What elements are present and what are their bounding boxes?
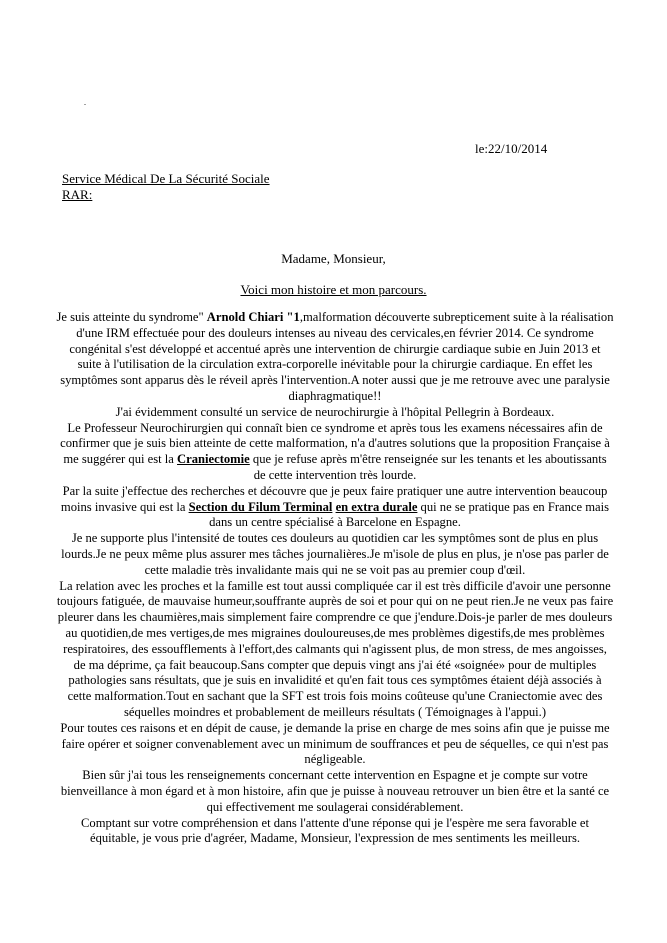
p3-text-a: Le Professeur Neurochirurgien qui connaît bien ce syndrome et après tous les examens nécessaires afin de confirmer que je suis bien atteinte de cette malformation, n'a d'autres solutions que la proposition Française à me suggérer qui est la: [60, 420, 610, 467]
letter-body: [56, 310, 614, 847]
salutation: Madame, Monsieur,: [281, 251, 386, 266]
syndrome-name: Arnold Chiari: [206, 310, 284, 324]
paragraph-4: [56, 484, 614, 531]
letter-subtitle: Voici mon histoire et mon parcours.: [240, 282, 427, 297]
p1-text-e: ,malformation découverte subrepticement suite à la réalisation d'une IRM effectuée pour des douleurs intenses au niveau des cervicales,en février 2014. Ce syndrome congénital s'est développé et accentué après une intervention de chirurgie cardiaque subie en Juin 2013 et suite à l'utilisation de la circulation extra-corporelle inévitable pour la chirurgie cardiaque. En effet les symptômes sont apparus dès le réveil après l'intervention.A noter aussi que je me retrouve avec une paralysie diaphragmatique!!: [60, 310, 614, 403]
craniectomie-term: Craniectomie: [177, 452, 250, 467]
procedure-name: Section du Filum Terminal: [188, 499, 333, 514]
procedure-qualifier: en extra durale: [335, 499, 418, 514]
paragraph-7: Pour toutes ces raisons et en dépit de cause, je demande la prise en charge de mes soins afin que je puisse me faire opérer et soigner convenablement avec un minimum de souffrances et peu de séquelles, ce qui n'est pas négligeable.: [60, 720, 610, 767]
recipient-line-2: RAR:: [62, 187, 93, 202]
p1-text-c: ": [283, 310, 294, 324]
paragraph-3: [56, 421, 614, 484]
paragraph-8: Bien sûr j'ai tous les renseignements concernant cette intervention en Espagne et je compte sur votre bienveillance à mon égard et à mon histoire, afin que je puisse à nouveau retrouver un bien être et la santé ce qui effectivement me soulagerai considérablement.: [60, 768, 610, 814]
stray-mark: .: [84, 98, 86, 107]
p4-text-e: qui ne se pratique pas en France mais dans un centre spécialisé à Barcelone en Espagne.: [209, 499, 610, 530]
p1-text-a: Je suis atteinte du syndrome": [56, 310, 207, 324]
paragraph-5: Je ne supporte plus l'intensité de toutes ces douleurs au quotidien car les symptômes sont de plus en plus lourds.Je ne peux même plus assurer mes tâches journalières.Je m'isole de plus en plus, je n'ose pas parler de cette maladie très invalidante mais qui ne se voit pas au premier coup d'œil.: [61, 531, 609, 577]
paragraph-1: [56, 310, 614, 405]
letter-date: le:22/10/2014: [475, 141, 548, 156]
recipient-line-1: Service Médical De La Sécurité Sociale: [62, 171, 270, 186]
p3-text-c: que je refuse après m'être renseignée sur les tenants et les aboutissants de cette intervention très lourde.: [249, 452, 607, 482]
recipient-block: [62, 171, 270, 203]
paragraph-6: La relation avec les proches et la famille est tout aussi compliquée car il est très difficile d'avoir une personne toujours fatiguée, de mauvaise humeur,souffrante auprès de soi et pour qui on ne peut rien.Je ne veux pas faire pleurer dans les chaumières,mais simplement faire comprendre ce que j'endure.Dois-je parler de mes douleurs au quotidien,de mes vertiges,de mes migraines douloureuses,de mes problèmes digestifs,de mes problèmes respiratoires, des essoufflements à l'effort,des calmants qui n'agissent plus, de mon stress, de mes angoisses, de ma déprime, ça fait beaucoup.Sans compter que depuis vingt ans j'ai été «soignée» pour de multiples pathologies sans résultats, que je suis en invalidité et qu'en fait tous ces symptômes étaient déjà associés à cette malformation.Tout en sachant que la SFT est trois fois moins coûteuse qu'une Craniectomie avec des séquelles moindres et probablement de meilleurs résultats ( Témoignages à l'appui.): [56, 578, 614, 719]
paragraph-2: J'ai évidemment consulté un service de neurochirurgie à l'hôpital Pellegrin à Bordeaux.: [115, 404, 555, 419]
syndrome-number: 1: [293, 310, 300, 324]
p4-text-a: Par la suite j'effectue des recherches et découvre que je peux faire pratiquer une autre intervention beaucoup moins invasive qui est la: [60, 483, 608, 514]
paragraph-9: Comptant sur votre compréhension et dans l'attente d'une réponse qui je l'espère me sera favorable et équitable, je vous prie d'agréer, Madame, Monsieur, l'expression de mes sentiments les meilleurs.: [81, 815, 589, 846]
